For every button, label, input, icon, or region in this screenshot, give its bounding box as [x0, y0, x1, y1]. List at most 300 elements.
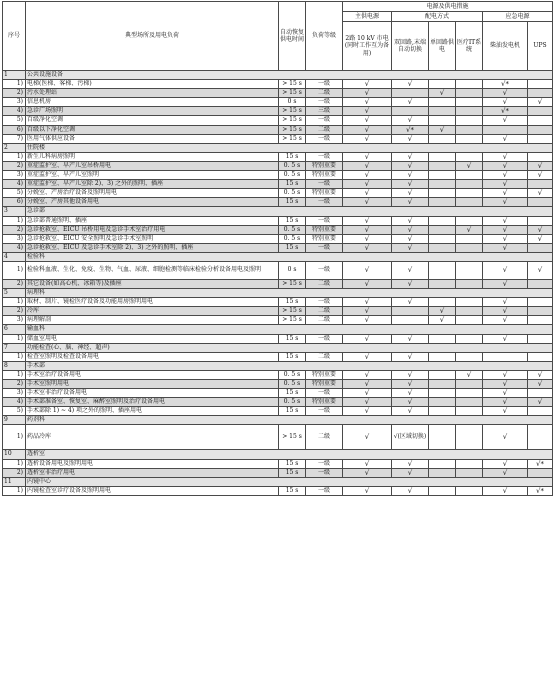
- row-load-grade: 一级: [306, 468, 343, 477]
- section-number: 3: [3, 207, 26, 216]
- section-row: [3, 450, 553, 459]
- row-index: 1): [3, 216, 26, 225]
- row-load-grade: 一级: [306, 116, 343, 125]
- cell-dual-10kv: √: [343, 370, 392, 379]
- cell-dual-circuit: √: [392, 134, 429, 143]
- cell-diesel: √: [483, 407, 528, 416]
- cell-ups: √: [528, 189, 553, 198]
- row-venue: 急诊部普通照明、插座: [26, 216, 279, 225]
- row-venue: 急诊抢救室、EICU 吊桥用电及急诊手术室治疗用电: [26, 225, 279, 234]
- row-load-grade: 一级: [306, 459, 343, 468]
- row-venue: 药品冷库: [26, 425, 279, 450]
- row-venue: 百级以下净化空调: [26, 125, 279, 134]
- cell-ups: √: [528, 98, 553, 107]
- cell-dual-10kv: √: [343, 125, 392, 134]
- cell-ups: √: [528, 234, 553, 243]
- row-index: 1): [3, 425, 26, 450]
- cell-single-circuit: [429, 171, 456, 180]
- row-load-grade: 特别重要: [306, 370, 343, 379]
- cell-diesel: √*: [483, 107, 528, 116]
- cell-medical-it: [456, 89, 483, 98]
- cell-dual-10kv: √: [343, 279, 392, 288]
- cell-medical-it: [456, 198, 483, 207]
- table-body: [3, 71, 553, 496]
- row-index: 1): [3, 298, 26, 307]
- row-index: 2): [3, 307, 26, 316]
- header-main-supply: 主供电源: [343, 12, 392, 22]
- row-index: 1): [3, 152, 26, 161]
- table-row: [3, 486, 553, 495]
- cell-dual-10kv: √: [343, 134, 392, 143]
- section-number: 10: [3, 450, 26, 459]
- row-index: 6): [3, 125, 26, 134]
- cell-medical-it: [456, 98, 483, 107]
- row-index: 2): [3, 225, 26, 234]
- cell-ups: [528, 125, 553, 134]
- row-recovery-time: 0. 5 s: [279, 234, 306, 243]
- cell-diesel: √: [483, 216, 528, 225]
- table-row: [3, 425, 553, 450]
- table-row: [3, 89, 553, 98]
- cell-dual-circuit: [392, 316, 429, 325]
- section-row: [3, 361, 553, 370]
- row-index: 2): [3, 161, 26, 170]
- row-recovery-time: 0. 5 s: [279, 189, 306, 198]
- cell-single-circuit: [429, 468, 456, 477]
- table-row: [3, 380, 553, 389]
- row-recovery-time: 15 s: [279, 198, 306, 207]
- table-row: [3, 298, 553, 307]
- row-index: 1): [3, 80, 26, 89]
- cell-dual-10kv: √: [343, 352, 392, 361]
- cell-single-circuit: [429, 398, 456, 407]
- cell-ups: [528, 180, 553, 189]
- cell-dual-circuit: √: [392, 98, 429, 107]
- cell-medical-it: √: [456, 370, 483, 379]
- section-number: 6: [3, 325, 26, 334]
- cell-medical-it: [456, 298, 483, 307]
- section-title: 检验科: [26, 252, 553, 261]
- row-venue: 电梯(医梯、客梯、污梯): [26, 80, 279, 89]
- cell-single-circuit: [429, 261, 456, 279]
- row-recovery-time: > 15 s: [279, 316, 306, 325]
- cell-ups: [528, 468, 553, 477]
- row-load-grade: 一级: [306, 407, 343, 416]
- section-title: 急诊部: [26, 207, 553, 216]
- row-recovery-time: 15 s: [279, 459, 306, 468]
- section-title: 药剂科: [26, 416, 553, 425]
- row-venue: 透析室非治疗用电: [26, 468, 279, 477]
- header-col-single-circuit: 单回路供电: [429, 22, 456, 71]
- cell-single-circuit: [429, 80, 456, 89]
- cell-single-circuit: [429, 116, 456, 125]
- row-load-grade: 二级: [306, 316, 343, 325]
- cell-medical-it: [456, 180, 483, 189]
- cell-dual-10kv: √: [343, 116, 392, 125]
- cell-diesel: √: [483, 89, 528, 98]
- cell-ups: [528, 389, 553, 398]
- row-venue: 手术室治疗设备用电: [26, 370, 279, 379]
- row-load-grade: 二级: [306, 425, 343, 450]
- cell-dual-circuit: √: [392, 234, 429, 243]
- row-venue: 储血室用电: [26, 334, 279, 343]
- header-power-measures: 电源及供电措施: [343, 2, 553, 12]
- cell-medical-it: [456, 107, 483, 116]
- cell-dual-circuit: √: [392, 189, 429, 198]
- cell-ups: √: [528, 261, 553, 279]
- cell-ups: √: [528, 380, 553, 389]
- section-row: [3, 143, 553, 152]
- cell-dual-circuit: √: [392, 468, 429, 477]
- cell-dual-10kv: √: [343, 380, 392, 389]
- section-row: [3, 289, 553, 298]
- header-col-dual-10kv: 2路 10 kV 市电(同时工作互为备用): [343, 22, 392, 71]
- cell-diesel: √: [483, 298, 528, 307]
- section-row: [3, 325, 553, 334]
- row-index: 3): [3, 171, 26, 180]
- row-recovery-time: > 15 s: [279, 89, 306, 98]
- table-row: [3, 316, 553, 325]
- section-title: 内镜中心: [26, 477, 553, 486]
- row-load-grade: 一级: [306, 80, 343, 89]
- row-recovery-time: 15 s: [279, 152, 306, 161]
- row-load-grade: 一级: [306, 98, 343, 107]
- cell-dual-10kv: √: [343, 216, 392, 225]
- cell-ups: [528, 407, 553, 416]
- cell-ups: [528, 279, 553, 288]
- row-recovery-time: 15 s: [279, 352, 306, 361]
- cell-diesel: √: [483, 234, 528, 243]
- cell-dual-circuit: √: [392, 459, 429, 468]
- row-load-grade: 一级: [306, 152, 343, 161]
- cell-ups: [528, 198, 553, 207]
- table-row: [3, 80, 553, 89]
- cell-single-circuit: [429, 225, 456, 234]
- cell-dual-10kv: √: [343, 189, 392, 198]
- cell-dual-10kv: √: [343, 486, 392, 495]
- section-title: 手术部: [26, 361, 553, 370]
- row-venue: 手术室照明用电: [26, 380, 279, 389]
- table-row: [3, 243, 553, 252]
- row-load-grade: 特别重要: [306, 234, 343, 243]
- table-row: [3, 370, 553, 379]
- row-recovery-time: 0. 5 s: [279, 161, 306, 170]
- row-recovery-time: 15 s: [279, 216, 306, 225]
- cell-single-circuit: [429, 198, 456, 207]
- cell-dual-10kv: √: [343, 171, 392, 180]
- cell-diesel: [483, 125, 528, 134]
- cell-medical-it: √: [456, 225, 483, 234]
- cell-dual-circuit: √: [392, 161, 429, 170]
- cell-medical-it: [456, 398, 483, 407]
- cell-diesel: √*: [483, 80, 528, 89]
- cell-dual-circuit: √: [392, 116, 429, 125]
- cell-diesel: √: [483, 116, 528, 125]
- row-recovery-time: 0. 5 s: [279, 225, 306, 234]
- cell-ups: √: [528, 161, 553, 170]
- cell-dual-circuit: √: [392, 80, 429, 89]
- section-row: [3, 252, 553, 261]
- cell-single-circuit: [429, 180, 456, 189]
- section-number: 5: [3, 289, 26, 298]
- cell-dual-circuit: √*: [392, 125, 429, 134]
- cell-diesel: [483, 352, 528, 361]
- table-row: [3, 334, 553, 343]
- table-row: [3, 307, 553, 316]
- cell-single-circuit: [429, 243, 456, 252]
- row-venue: 内镜检查室诊疗设备及照明用电: [26, 486, 279, 495]
- row-recovery-time: > 15 s: [279, 134, 306, 143]
- table-row: [3, 216, 553, 225]
- cell-single-circuit: [429, 107, 456, 116]
- row-recovery-time: > 15 s: [279, 425, 306, 450]
- cell-diesel: √: [483, 279, 528, 288]
- cell-single-circuit: [429, 134, 456, 143]
- table-row: [3, 225, 553, 234]
- cell-ups: √: [528, 225, 553, 234]
- row-venue: 重症监护室、早产儿室照明: [26, 171, 279, 180]
- table-row: [3, 459, 553, 468]
- row-load-grade: 特别重要: [306, 171, 343, 180]
- row-recovery-time: 0. 5 s: [279, 370, 306, 379]
- cell-ups: √: [528, 370, 553, 379]
- cell-medical-it: [456, 261, 483, 279]
- cell-dual-10kv: √: [343, 468, 392, 477]
- row-recovery-time: 15 s: [279, 298, 306, 307]
- row-index: 1): [3, 334, 26, 343]
- cell-diesel: √: [483, 189, 528, 198]
- row-load-grade: 三级: [306, 107, 343, 116]
- header-distribution: 配电方式: [392, 12, 483, 22]
- cell-dual-10kv: √: [343, 180, 392, 189]
- cell-ups: √: [528, 398, 553, 407]
- row-recovery-time: 0. 5 s: [279, 398, 306, 407]
- row-load-grade: 二级: [306, 89, 343, 98]
- row-load-grade: 一级: [306, 298, 343, 307]
- table-row: [3, 407, 553, 416]
- row-index: 3): [3, 98, 26, 107]
- row-index: 3): [3, 389, 26, 398]
- cell-diesel: √: [483, 152, 528, 161]
- cell-ups: [528, 107, 553, 116]
- cell-medical-it: [456, 243, 483, 252]
- cell-medical-it: [456, 216, 483, 225]
- cell-diesel: √: [483, 225, 528, 234]
- cell-single-circuit: [429, 370, 456, 379]
- row-index: 4): [3, 398, 26, 407]
- cell-dual-circuit: [392, 307, 429, 316]
- cell-single-circuit: [429, 98, 456, 107]
- row-recovery-time: > 15 s: [279, 125, 306, 134]
- cell-diesel: √: [483, 398, 528, 407]
- cell-medical-it: [456, 279, 483, 288]
- row-load-grade: 一级: [306, 261, 343, 279]
- cell-dual-circuit: √: [392, 298, 429, 307]
- cell-diesel: √: [483, 459, 528, 468]
- cell-dual-circuit: √: [392, 171, 429, 180]
- cell-dual-circuit: [392, 89, 429, 98]
- table-row: [3, 398, 553, 407]
- cell-dual-10kv: √: [343, 89, 392, 98]
- cell-ups: [528, 307, 553, 316]
- cell-diesel: √: [483, 243, 528, 252]
- section-number: 1: [3, 71, 26, 80]
- cell-diesel: √: [483, 180, 528, 189]
- cell-dual-10kv: √: [343, 234, 392, 243]
- row-recovery-time: 15 s: [279, 486, 306, 495]
- row-recovery-time: 15 s: [279, 407, 306, 416]
- row-load-grade: 一级: [306, 134, 343, 143]
- row-index: 2): [3, 380, 26, 389]
- cell-dual-10kv: √: [343, 80, 392, 89]
- section-row: [3, 71, 553, 80]
- cell-dual-10kv: √: [343, 307, 392, 316]
- row-venue: 透析设备用电及照明用电: [26, 459, 279, 468]
- cell-diesel: √: [483, 161, 528, 170]
- cell-single-circuit: [429, 425, 456, 450]
- cell-single-circuit: [429, 380, 456, 389]
- table-row: [3, 261, 553, 279]
- row-load-grade: 一级: [306, 216, 343, 225]
- row-index: 4): [3, 180, 26, 189]
- row-venue: 病理解剖: [26, 316, 279, 325]
- table-row: [3, 279, 553, 288]
- section-number: 8: [3, 361, 26, 370]
- cell-dual-circuit: √: [392, 152, 429, 161]
- row-index: 3): [3, 316, 26, 325]
- cell-ups: [528, 425, 553, 450]
- cell-dual-10kv: √: [343, 107, 392, 116]
- cell-single-circuit: √: [429, 316, 456, 325]
- table-row: [3, 98, 553, 107]
- table-row: [3, 234, 553, 243]
- section-title: 病理科: [26, 289, 553, 298]
- row-load-grade: 二级: [306, 125, 343, 134]
- cell-diesel: √: [483, 334, 528, 343]
- header-index: 序号: [3, 2, 26, 71]
- row-load-grade: 特别重要: [306, 189, 343, 198]
- cell-dual-circuit: √: [392, 279, 429, 288]
- cell-medical-it: [456, 407, 483, 416]
- row-recovery-time: > 15 s: [279, 80, 306, 89]
- cell-ups: [528, 316, 553, 325]
- cell-diesel: √: [483, 486, 528, 495]
- cell-dual-circuit: √: [392, 216, 429, 225]
- section-title: 公共设施设备: [26, 71, 553, 80]
- header-venue: 典型场所及用电负荷: [26, 2, 279, 71]
- cell-medical-it: [456, 134, 483, 143]
- cell-dual-10kv: √: [343, 407, 392, 416]
- cell-dual-circuit: √: [392, 389, 429, 398]
- row-index: 1): [3, 261, 26, 279]
- row-venue: 手术部除 1) ~ 4) 项之外的照明、插座用电: [26, 407, 279, 416]
- row-recovery-time: 0. 5 s: [279, 380, 306, 389]
- row-recovery-time: > 15 s: [279, 307, 306, 316]
- table-row: [3, 171, 553, 180]
- row-load-grade: 二级: [306, 352, 343, 361]
- row-recovery-time: 15 s: [279, 334, 306, 343]
- cell-medical-it: [456, 234, 483, 243]
- cell-dual-circuit: [392, 107, 429, 116]
- row-venue: 污水处理站: [26, 89, 279, 98]
- cell-dual-circuit: √: [392, 486, 429, 495]
- cell-ups: [528, 80, 553, 89]
- row-recovery-time: 0 s: [279, 98, 306, 107]
- cell-dual-circuit: √: [392, 225, 429, 234]
- row-index: 3): [3, 234, 26, 243]
- cell-dual-circuit: √: [392, 380, 429, 389]
- row-venue: 冷库: [26, 307, 279, 316]
- cell-ups: √*: [528, 459, 553, 468]
- row-recovery-time: 15 s: [279, 389, 306, 398]
- cell-diesel: √: [483, 198, 528, 207]
- row-load-grade: 一级: [306, 389, 343, 398]
- section-row: [3, 207, 553, 216]
- cell-single-circuit: √: [429, 307, 456, 316]
- cell-single-circuit: [429, 189, 456, 198]
- cell-diesel: √: [483, 134, 528, 143]
- table-row: [3, 180, 553, 189]
- table-row: [3, 152, 553, 161]
- cell-diesel: √: [483, 316, 528, 325]
- cell-dual-circuit: √: [392, 180, 429, 189]
- row-venue: 取材、制片、镜检医疗设备及功能用房照明用电: [26, 298, 279, 307]
- table-row: [3, 468, 553, 477]
- cell-dual-10kv: √: [343, 98, 392, 107]
- row-recovery-time: 0 s: [279, 261, 306, 279]
- cell-dual-10kv: √: [343, 389, 392, 398]
- row-venue: 重症监护室、早产儿室除 2)、3) 之外的照明、插座: [26, 180, 279, 189]
- cell-medical-it: [456, 307, 483, 316]
- cell-single-circuit: √: [429, 89, 456, 98]
- cell-single-circuit: [429, 216, 456, 225]
- section-title: 功能检查(心、脑、神经、超声): [26, 343, 553, 352]
- cell-dual-10kv: √: [343, 316, 392, 325]
- cell-diesel: √: [483, 171, 528, 180]
- row-venue: 检查室照明及检查设备用电: [26, 352, 279, 361]
- cell-single-circuit: [429, 352, 456, 361]
- cell-dual-10kv: √: [343, 152, 392, 161]
- cell-medical-it: [456, 316, 483, 325]
- cell-single-circuit: [429, 407, 456, 416]
- cell-dual-circuit: √: [392, 398, 429, 407]
- row-recovery-time: 15 s: [279, 180, 306, 189]
- header-col-ups: UPS: [528, 22, 553, 71]
- cell-single-circuit: [429, 334, 456, 343]
- section-number: 7: [3, 343, 26, 352]
- load-table: [2, 1, 553, 496]
- row-load-grade: 一级: [306, 198, 343, 207]
- cell-ups: [528, 152, 553, 161]
- cell-diesel: √: [483, 380, 528, 389]
- cell-medical-it: [456, 389, 483, 398]
- row-load-grade: 一级: [306, 180, 343, 189]
- cell-ups: [528, 352, 553, 361]
- cell-single-circuit: [429, 389, 456, 398]
- table-row: [3, 161, 553, 170]
- row-venue: 其它设备(如高心机、冰箱等)及插座: [26, 279, 279, 288]
- cell-single-circuit: [429, 161, 456, 170]
- cell-medical-it: [456, 125, 483, 134]
- row-index: 5): [3, 116, 26, 125]
- header-load-grade: 负荷等级: [306, 2, 343, 71]
- section-number: 4: [3, 252, 26, 261]
- row-index: 2): [3, 89, 26, 98]
- row-recovery-time: 15 s: [279, 468, 306, 477]
- row-venue: 重症监护室、早产儿室吊桥用电: [26, 161, 279, 170]
- row-load-grade: 特别重要: [306, 161, 343, 170]
- cell-dual-10kv: √: [343, 198, 392, 207]
